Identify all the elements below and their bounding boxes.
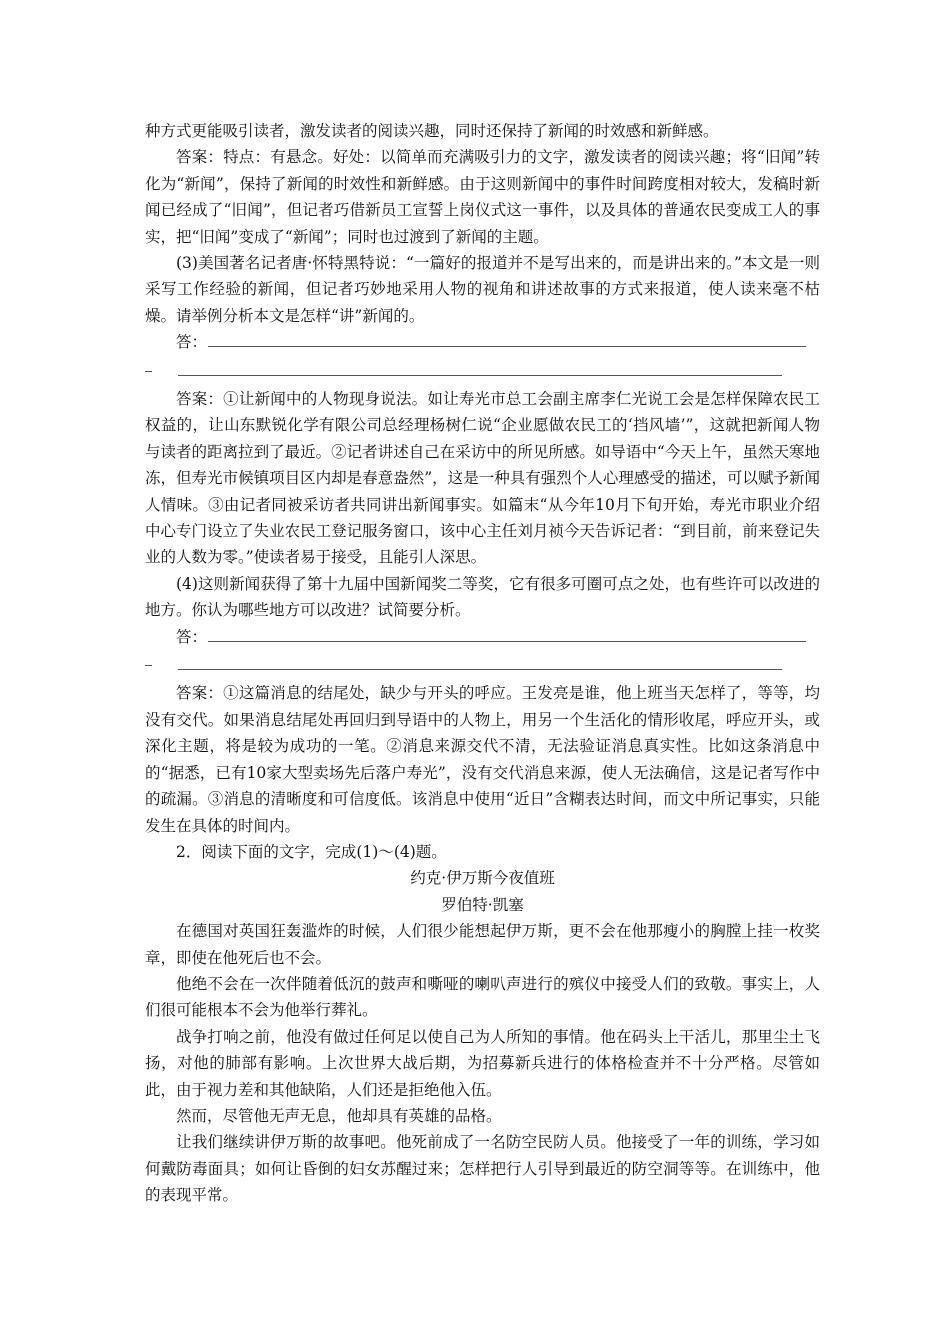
- answer-rule: [208, 641, 806, 642]
- story-paragraph-1: 在德国对英国狂轰滥炸的时候，人们很少能想起伊万斯，更不会在他那瘦小的胸膛上挂一枚奖章，即使在他死后也不会。: [145, 922, 820, 967]
- answer-blank-3-second-line[interactable]: [145, 356, 820, 382]
- question-2-intro: 2．阅读下面的文字，完成(1)～(4)题。: [176, 842, 447, 861]
- answer-paragraph-2: 答案：特点：有悬念。好处：以简单而充满吸引力的文字，激发读者的阅读兴趣；将“旧闻”转化为“新闻”，保持了新闻的时效性和新鲜感。由于这则新闻中的事件时间跨度相对较大，发稿时新闻已经成了“旧闻”，但记者巧借新员工宣誓上岗仪式这一事件，以及具体的普通农民变成工人的事实，把“旧闻”变成了“新闻”；同时也过渡到了新闻的主题。: [145, 148, 820, 246]
- answer-rule: [178, 669, 782, 670]
- answer-blank-4-second-line[interactable]: [145, 650, 820, 676]
- answer-paragraph-4: 答案：①这篇消息的结尾处，缺少与开头的呼应。王发亮是谁，他上班当天怎样了，等等，均没有交代。如果消息结尾处再回归到导语中的人物上，用另一个生活化的情形收尾，呼应开头，或深化主题，将是较为成功的一笔。②消息来源交代不清，无法验证消息真实性。比如这条消息中的“据悉，已有10家大型卖场先后落户寿光”，没有交代消息来源，使人无法确信，这是记者写作中的疏漏。③消息的清晰度和可信度低。该消息中使用“近日”含糊表达时间，而文中所记事实，只能发生在具体的时间内。: [145, 684, 820, 835]
- story-paragraph-2: 他绝不会在一次伴随着低沉的鼓声和嘶哑的喇叭声进行的殡仪中接受人们的致敬。事实上，人们很可能根本不会为他举行葬礼。: [145, 974, 820, 1020]
- document-page: [145, 118, 820, 1209]
- answer-paragraph-3: 答案：①让新闻中的人物现身说法。如让寿光市总工会副主席李仁光说工会是怎样保障农民工权益的，让山东默锐化学有限公司总经理杨树仁说“企业愿做农民工的‘挡风墙’”，这就把新闻人物与读者的距离拉到了最近。②记者讲述自己在采访中的所见所感。如导语中“今天上午，虽然天寒地冻，但寿光市候镇项目区内却是春意盎然”，这是一种具有强烈个人心理感受的描述，可以赋予新闻人情味。③由记者同被采访者共同讲出新闻事实。如篇末“从今年10月下旬开始，寿光市职业介绍中心专门设立了失业农民工登记服务窗口，该中心主任刘月祯今天告诉记者：“到目前，前来登记失业的人数为零。”使读者易于接受，且能引人深思。: [145, 390, 820, 567]
- answer-rule: [208, 346, 806, 347]
- dash-mark: [145, 371, 152, 372]
- question-3: (3)美国著名记者唐·怀特黑特说：“一篇好的报道并不是写出来的，而是讲出来的。”本文是一则采写工作经验的新闻，但记者巧妙地采用人物的视角和讲述故事的方式来报道，使人读来毫不枯燥。请举例分析本文是怎样“讲”新闻的。: [145, 254, 820, 325]
- dash-mark: [145, 665, 152, 666]
- answer-label: 答：: [176, 627, 208, 646]
- answer-rule: [178, 375, 782, 376]
- answer-label: 答：: [176, 333, 208, 352]
- answer-blank-3[interactable]: [145, 329, 820, 355]
- story-paragraph-5: 让我们继续讲伊万斯的故事吧。他死前成了一名防空民防人员。他接受了一年的训练，学习如何戴防毒面具；如何让昏倒的妇女苏醒过来；怎样把行人引导到最近的防空洞等等。在训练中，他的表现平常。: [145, 1133, 820, 1205]
- story-paragraph-3: 战争打响之前，他没有做过任何足以使自己为人所知的事情。他在码头上干活儿，那里尘土飞扬，对他的肺部有影响。上次世界大战后期，为招募新兵进行的体格检查并不十分严格。尽管如此，由于视力差和其他缺陷，人们还是拒绝他入伍。: [145, 1027, 820, 1099]
- paragraph-continuation: 种方式更能吸引读者，激发读者的阅读兴趣，同时还保持了新闻的时效感和新鲜感。: [145, 122, 719, 140]
- story-title: 约克·伊万斯今夜值班: [410, 869, 555, 888]
- story-author: 罗伯特·凯塞: [441, 895, 524, 914]
- story-paragraph-4: 然而，尽管他无声无息，他却具有英雄的品格。: [176, 1106, 502, 1125]
- answer-blank-4[interactable]: [145, 624, 820, 650]
- question-4: (4)这则新闻获得了第十九届中国新闻奖二等奖，它有很多可圈可点之处，也有些许可以改进的地方。你认为哪些地方可以改进？试简要分析。: [145, 574, 820, 620]
